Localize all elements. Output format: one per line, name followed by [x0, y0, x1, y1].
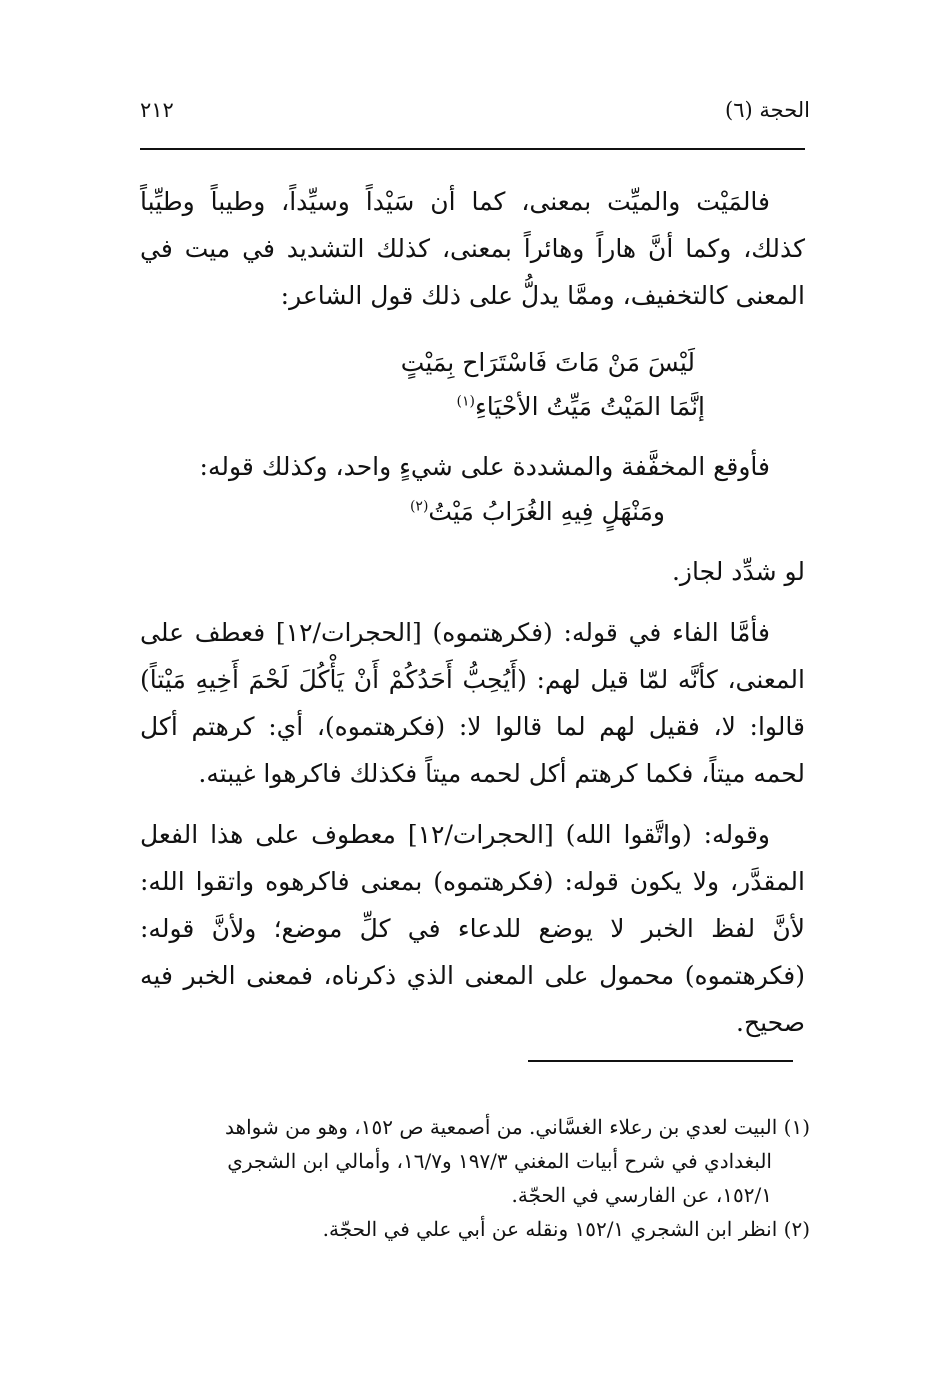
spacer	[140, 534, 805, 548]
footnote-ref-1: (١)	[456, 393, 476, 410]
footnote-1-line-3: ١٥٢/١، عن الفارسي في الحجّة.	[511, 1183, 772, 1207]
footnote-1-line-2: البغدادي في شرح أبيات المغني ١٩٧/٣ و١٦/٧، وأمالي ابن الشجري	[227, 1149, 772, 1173]
footnote-rule	[528, 1060, 793, 1062]
footnote-1-line-1: (١) البيت لعدي بن رعلاء الغسَّاني. من أصمعية ص ١٥٢، وهو من شواهد	[225, 1115, 810, 1139]
verse-1-hemistich-a: لَيْسَ مَنْ مَاتَ فَاسْتَرَاح بِمَيْتٍ	[400, 348, 695, 377]
verse-1-hemistich-b-text: إنَّمَا المَيْتُ مَيِّتُ الأحْيَاءِ	[475, 392, 705, 421]
page-number: ٢١٢	[140, 98, 174, 122]
paragraph-5: وقوله: (واتَّقوا الله) [الحجرات/١٢] معطوف على هذا الفعل المقدَّر، ولا يكون قوله: (فكرهتموه) بمعنى فاكرهوه واتقوا الله: لأنَّ لفظ الخبر لا يوضع للدعاء في كلِّ موضع؛ ولأنَّ قوله: (فكرهتموه) محمول على المعنى الذي ذكرناه، فمعنى الخبر فيه صحيح.	[140, 820, 805, 1037]
running-title: الحجة (٦)	[725, 98, 810, 122]
spacer	[140, 595, 805, 609]
footnote-2: (٢) انظر ابن الشجري ١٥٢/١ ونقله عن أبي علي في الحجّة.	[322, 1217, 810, 1241]
verse-1-hemistich-b	[140, 385, 805, 429]
paragraph-4: فأمَّا الفاء في قوله: (فكرهتموه) [الحجرات/١٢] فعطف على المعنى، كأنَّه لمّا قيل لهم: (أَيُحِبُّ أَحَدُكُمْ أَنْ يَأْكُلَ لَحْمَ أَخِيهِ مَيْتاً) قالوا: لا، فقيل لهم لما قالوا لا: (فكرهتموه)، أي: كرهتم أكل لحمه ميتاً، فكما كرهتم أكل لحمه ميتاً فكذلك فاكرهوا غيبته.	[140, 618, 805, 788]
spacer	[140, 319, 805, 341]
header-rule	[140, 148, 805, 150]
page-header	[140, 98, 810, 122]
footnotes	[140, 1110, 810, 1246]
main-text	[140, 178, 805, 1046]
spacer	[140, 797, 805, 811]
verse-2-line	[140, 490, 805, 534]
paragraph-1: فالمَيْت والميِّت بمعنى، كما أن سَيْداً وسيِّداً، وطيباً وطيِّباً كذلك، وكما أنَّ هاراً وهائراً بمعنى، كذلك التشديد في ميت في المعنى كالتخفيف، وممَّا يدلُّ على ذلك قول الشاعر:	[140, 187, 805, 310]
verse-2-text: ومَنْهَلٍ فِيهِ الغُرَابُ مَيْتُ	[428, 497, 665, 526]
paragraph-3: لو شدِّد لجاز.	[671, 557, 805, 586]
spacer	[140, 429, 805, 443]
footnote-ref-2: (٢)	[409, 498, 429, 515]
paragraph-2: فأوقع المخفَّفة والمشددة على شيءٍ واحد، وكذلك قوله:	[199, 452, 770, 481]
verse-2	[140, 490, 805, 534]
verse-1	[140, 341, 805, 429]
